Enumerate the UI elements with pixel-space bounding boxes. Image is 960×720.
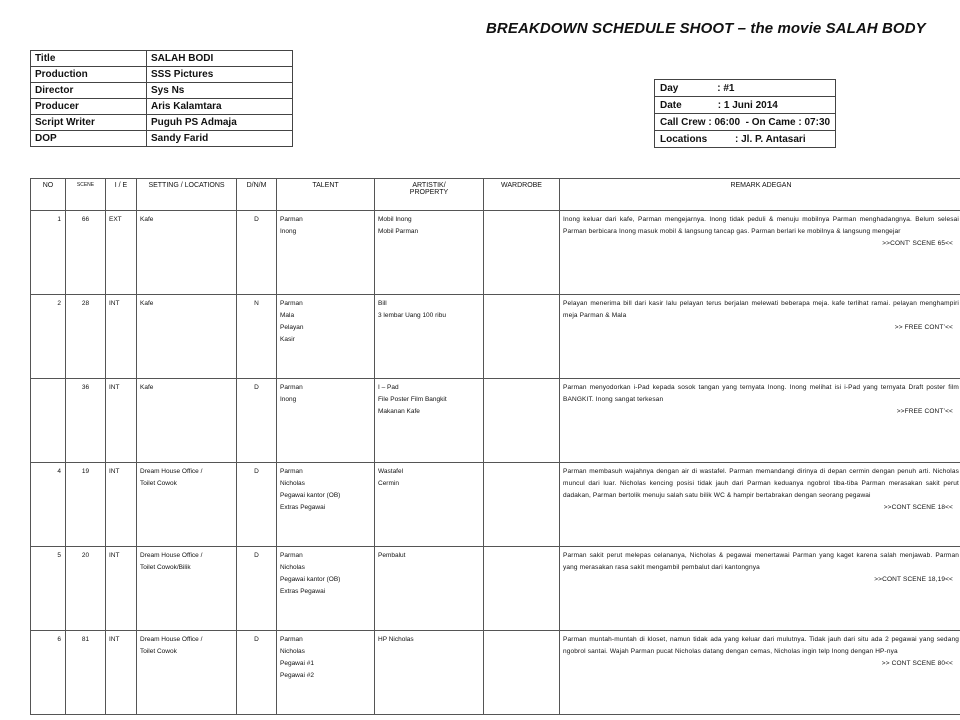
info-row: [31, 51, 293, 67]
cell-no: 6: [31, 631, 66, 715]
cell-remark: [560, 211, 960, 295]
talent-line: Extras Pegawai: [280, 504, 326, 511]
cell-artistik: [375, 211, 484, 295]
cell-int-ext: INT: [106, 295, 137, 379]
cell-wardrobe: [484, 631, 560, 715]
table-row: [31, 211, 960, 295]
cell-talent: [277, 631, 375, 715]
talent-line: Nicholas: [280, 564, 305, 571]
remark-continuity: >> CONT SCENE 80<<: [881, 660, 953, 667]
property-line: HP Nicholas: [378, 636, 414, 643]
talent-line: Parman: [280, 384, 303, 391]
remark-text: Parman membasuh wajahnya dengan air di wastafel. Parman memandangi dirinya di depan cermin dengan penuh arti. Nicholas muncul dari luar. Nicholas kencing posisi tidak jauh dari Parman keduanya ngobrol tiba-tiba Parman merasakan sakit perut dadakan, Parman bertolik menuju salah satu bilik WC & hampir bertabrakan dengan seorang pegawai: [563, 468, 959, 499]
talent-line: Pegawai kantor (OB): [280, 576, 341, 583]
property-line: Mobil Parman: [378, 228, 419, 235]
cell-talent: [277, 295, 375, 379]
talent-line: Kasir: [280, 336, 295, 343]
table-row: [31, 547, 960, 631]
cell-scene: 20: [66, 547, 106, 631]
header-row: [31, 179, 960, 211]
talent-line: Parman: [280, 216, 303, 223]
cell-dnm: D: [237, 379, 277, 463]
cell-no: 5: [31, 547, 66, 631]
header-scene: SCENE: [66, 179, 106, 211]
shoot-date: Date : 1 Juni 2014: [655, 97, 836, 114]
cell-artistik: [375, 547, 484, 631]
day-row: [655, 131, 836, 148]
remark-continuity: >>CONT SCENE 18,19<<: [874, 576, 953, 583]
property-line: Cermin: [378, 480, 399, 487]
day-info-table: [654, 79, 836, 148]
cell-dnm: D: [237, 211, 277, 295]
info-label: Production: [31, 67, 147, 83]
cell-wardrobe: [484, 379, 560, 463]
cell-int-ext: INT: [106, 547, 137, 631]
talent-line: Nicholas: [280, 480, 305, 487]
setting-line: Dream House Office /: [140, 468, 203, 475]
cell-scene: 66: [66, 211, 106, 295]
remark-text: Parman sakit perut melepas celananya, Nicholas & pegawai menertawai Parman yang kaget karena salah menjawab. Parman yang merasakan rasa sakit mengambil pembalut dari kantongnya: [563, 552, 959, 571]
info-row: [31, 67, 293, 83]
cell-scene: 28: [66, 295, 106, 379]
talent-line: Parman: [280, 552, 303, 559]
cell-dnm: D: [237, 547, 277, 631]
day-row: [655, 80, 836, 97]
production-info-table: [30, 50, 293, 147]
header-no: NO: [31, 179, 66, 211]
cell-wardrobe: [484, 463, 560, 547]
info-row: [31, 115, 293, 131]
cell-dnm: N: [237, 295, 277, 379]
cell-int-ext: INT: [106, 631, 137, 715]
day-row: [655, 114, 836, 131]
breakdown-table: [30, 178, 960, 715]
day-row: [655, 97, 836, 114]
property-line: 3 lembar Uang 100 ribu: [378, 312, 446, 319]
header-remark: REMARK ADEGAN: [560, 179, 960, 211]
talent-line: Extras Pegawai: [280, 588, 326, 595]
setting-line: Kafe: [140, 384, 154, 391]
property-line: Makanan Kafe: [378, 408, 420, 415]
cell-no: [31, 379, 66, 463]
cell-dnm: D: [237, 631, 277, 715]
cell-scene: 81: [66, 631, 106, 715]
talent-line: Pegawai #1: [280, 660, 314, 667]
cell-wardrobe: [484, 211, 560, 295]
cell-scene: 36: [66, 379, 106, 463]
info-value: SSS Pictures: [147, 67, 293, 83]
info-label: Producer: [31, 99, 147, 115]
cell-dnm: D: [237, 463, 277, 547]
info-value: SALAH BODI: [147, 51, 293, 67]
info-label: Title: [31, 51, 147, 67]
info-value: Sandy Farid: [147, 131, 293, 147]
header-property-label: PROPERTY: [409, 189, 449, 196]
cell-setting: [137, 211, 237, 295]
setting-line: Toilet Cowok: [140, 648, 177, 655]
remark-text: Parman menyodorkan i-Pad kepada sosok tangan yang ternyata Inong. Inong melihat isi i-Pad yang ternyata Draft poster film BANGKIT. Inong sangat terkesan: [563, 384, 959, 403]
setting-line: Kafe: [140, 300, 154, 307]
cell-setting: [137, 547, 237, 631]
setting-line: Toilet Cowok: [140, 480, 177, 487]
remark-continuity: >>CONT SCENE 18<<: [883, 504, 953, 511]
call-time: Call Crew : 06:00 - On Came : 07:30: [655, 114, 836, 131]
setting-line: Dream House Office /: [140, 552, 203, 559]
property-line: Wastafel: [378, 468, 404, 475]
talent-line: Parman: [280, 468, 303, 475]
remark-text: Pelayan menerima bill dari kasir lalu pelayan terus berjalan melewati beberapa meja. kafe terlihat ramai. pelayan menghampiri meja Parman & Mala: [563, 300, 959, 319]
setting-line: Dream House Office /: [140, 636, 203, 643]
cell-talent: [277, 547, 375, 631]
header-int-ext: I / E: [106, 179, 137, 211]
property-line: File Poster Film Bangkit: [378, 396, 447, 403]
talent-line: Pelayan: [280, 324, 304, 331]
remark-continuity: >> FREE CONT’<<: [894, 324, 953, 331]
day-number: Day : #1: [655, 80, 836, 97]
remark-continuity: >>FREE CONT’<<: [896, 408, 953, 415]
talent-line: Inong: [280, 396, 297, 403]
talent-line: Pegawai #2: [280, 672, 314, 679]
cell-remark: [560, 547, 960, 631]
info-value: Puguh PS Admaja: [147, 115, 293, 131]
cell-no: 1: [31, 211, 66, 295]
cell-wardrobe: [484, 295, 560, 379]
cell-artistik: [375, 463, 484, 547]
remark-continuity: >>CONT' SCENE 65<<: [882, 240, 953, 247]
document-title: BREAKDOWN SCHEDULE SHOOT – the movie SALAH BODY: [486, 20, 926, 37]
table-row: [31, 463, 960, 547]
property-line: Mobil Inong: [378, 216, 412, 223]
cell-int-ext: INT: [106, 463, 137, 547]
talent-line: Parman: [280, 300, 303, 307]
info-row: [31, 131, 293, 147]
cell-talent: [277, 211, 375, 295]
property-line: I – Pad: [378, 384, 399, 391]
header-artistik: [375, 179, 484, 211]
talent-line: Parman: [280, 636, 303, 643]
header-setting: SETTING / LOCATIONS: [137, 179, 237, 211]
info-label: DOP: [31, 131, 147, 147]
cell-artistik: [375, 631, 484, 715]
cell-remark: [560, 463, 960, 547]
header-talent: TALENT: [277, 179, 375, 211]
property-line: Bill: [378, 300, 387, 307]
cell-scene: 19: [66, 463, 106, 547]
cell-talent: [277, 463, 375, 547]
info-row: [31, 99, 293, 115]
remark-text: Inong keluar dari kafe, Parman mengejarnya. Inong tidak peduli & menuju mobilnya Parman menghadangnya. Belum selesai Parman berbicara Inong masuk mobil & langsung tancap gas. Parman berlari ke mobilnya & langsung mengejar: [563, 216, 959, 235]
header-dnm: D/N/M: [237, 179, 277, 211]
cell-no: 2: [31, 295, 66, 379]
talent-line: Inong: [280, 228, 297, 235]
cell-setting: [137, 295, 237, 379]
table-row: [31, 295, 960, 379]
cell-no: 4: [31, 463, 66, 547]
info-label: Script Writer: [31, 115, 147, 131]
property-line: Pembalut: [378, 552, 406, 559]
shoot-location: Locations : Jl. P. Antasari: [655, 131, 836, 148]
cell-wardrobe: [484, 547, 560, 631]
info-label: Director: [31, 83, 147, 99]
talent-line: Nicholas: [280, 648, 305, 655]
cell-artistik: [375, 379, 484, 463]
header-wardrobe: WARDROBE: [484, 179, 560, 211]
info-value: Sys Ns: [147, 83, 293, 99]
remark-text: Parman muntah-muntah di kloset, namun tidak ada yang keluar dari mulutnya. Tidak jauh dari situ ada 2 pegawai yang sedang ngobrol santai. Wajah Parman pucat Nicholas datang dengan cemas, Nicholas ingin telp Inong dengan HP-nya: [563, 636, 959, 655]
cell-setting: [137, 631, 237, 715]
info-row: [31, 83, 293, 99]
cell-remark: [560, 631, 960, 715]
cell-int-ext: EXT: [106, 211, 137, 295]
cell-setting: [137, 463, 237, 547]
talent-line: Mala: [280, 312, 295, 319]
cell-talent: [277, 379, 375, 463]
setting-line: Toilet Cowok/Bilik: [140, 564, 191, 571]
cell-int-ext: INT: [106, 379, 137, 463]
talent-line: Pegawai kantor (OB): [280, 492, 341, 499]
cell-remark: [560, 379, 960, 463]
table-row: [31, 379, 960, 463]
setting-line: Kafe: [140, 216, 154, 223]
header-artistik-label: ARTISTIK/: [412, 182, 446, 189]
cell-artistik: [375, 295, 484, 379]
table-row: [31, 631, 960, 715]
cell-remark: [560, 295, 960, 379]
info-value: Aris Kalamtara: [147, 99, 293, 115]
cell-setting: [137, 379, 237, 463]
